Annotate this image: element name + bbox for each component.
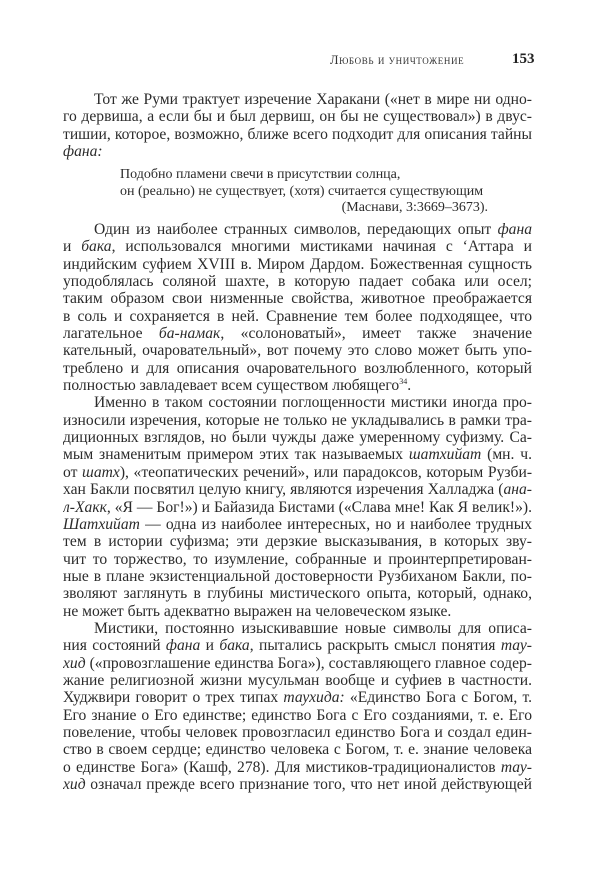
running-header xyxy=(0,51,600,71)
text-run: мым знаменитым примером этих так называемых xyxy=(63,446,409,464)
italic-term: хид xyxy=(63,776,86,793)
text-line xyxy=(63,724,532,741)
text-line xyxy=(63,637,532,654)
text-line xyxy=(63,568,532,585)
text-line xyxy=(63,759,532,776)
text-line xyxy=(63,377,532,394)
text-line xyxy=(63,689,532,706)
body-text xyxy=(63,221,532,793)
text-line xyxy=(63,412,532,429)
text-line xyxy=(63,707,532,724)
text-run: го дервиша, а если бы и был дервиш, он бы не существовал») в двус- xyxy=(63,108,532,126)
text-line xyxy=(63,360,532,377)
text-run: не может быть адекватно выражен на человеческом языке. xyxy=(63,602,452,620)
text-line xyxy=(63,533,532,550)
text-run: ), «теопатических речений», или парадоксов, которым Рузби- xyxy=(119,463,532,481)
text-line xyxy=(63,221,532,238)
text-run: , пытались раскрыть смысл понятия xyxy=(249,637,501,655)
text-line xyxy=(63,776,532,793)
text-run: полностью завладевает всем существом любящего xyxy=(63,377,400,395)
text-run: повеление, чтобы человек провозгласил единство Бога и создал един- xyxy=(63,723,532,741)
text-run: треблено и для описания очаровательного возлюбленного, который xyxy=(63,359,532,377)
italic-term: фана: xyxy=(63,143,103,161)
text-line xyxy=(63,238,532,255)
italic-term: хид xyxy=(63,654,86,672)
text-run: износили изречения, которые не только не укладывались в рамки тра- xyxy=(63,411,532,429)
text-run: («провозглашение единства Бога»), составляющего главное содер- xyxy=(85,654,532,672)
italic-term: шатхийат xyxy=(408,446,482,464)
italic-term: фана xyxy=(165,637,201,655)
text-run: в соль и сохраняется в ней. Сравнение тем более подходящее, что xyxy=(63,307,532,325)
italic-term: бака xyxy=(219,637,250,655)
italic-term: л-Хакк xyxy=(63,498,107,516)
text-line xyxy=(63,308,532,325)
text-run: кательный, очаровательный», вот почему это слово может быть упо- xyxy=(63,342,532,360)
italic-term: тау- xyxy=(500,637,532,655)
text-run: Его знание о Его единстве; единство Бога с Его созданиями, т. е. Его xyxy=(63,706,532,724)
text-line xyxy=(63,126,532,143)
text-line xyxy=(63,108,532,125)
text-line xyxy=(63,143,532,160)
text-line xyxy=(63,672,532,689)
text-run: диционных взглядов, но были чужды даже умеренному суфизму. Са- xyxy=(63,429,532,447)
text-line xyxy=(63,620,532,637)
text-run: Именно в таком состоянии поглощенности мистики иногда про- xyxy=(94,394,532,412)
text-line xyxy=(63,655,532,672)
text-run: зволяют заглянуть в глубины мистического опыта, который, однако, xyxy=(63,585,532,603)
text-run: Один из наиболее странных символов, передающих опыт xyxy=(94,221,498,238)
text-run: Тот же Руми трактует изречение Харакани («нет в мире ни одно- xyxy=(94,91,532,108)
text-run: таким образом свои низменные свойства, животное преображается xyxy=(63,290,532,308)
text-run: хан Бакли посвятил целую книгу, являются изречения Халладжа ( xyxy=(63,481,504,499)
verse-line: Подобно пламени свечи в присутствии солнца, xyxy=(120,167,401,182)
text-line xyxy=(63,429,532,446)
text-line xyxy=(63,516,532,533)
text-line xyxy=(63,499,532,516)
text-line xyxy=(63,603,532,620)
text-run: , «солоноватый», имеет также значение xyxy=(220,325,532,343)
italic-term: Шатхийат xyxy=(63,515,140,533)
verse-line: он (реально) не существует, (хотя) считается существующим xyxy=(120,183,484,199)
text-run: (мн. ч. xyxy=(481,446,532,464)
verse-source: (Маснави, 3:3669–3673). xyxy=(341,200,488,215)
text-run: тишии, которое, возможно, ближе всего подходит для описания тайны xyxy=(63,125,532,143)
text-run: индийским суфием XVIII в. Миром Дардом. Божественная сущность xyxy=(63,255,532,273)
text-run: — одна из наиболее интересных, но и наиболее трудных xyxy=(139,515,532,533)
text-run: ные в плане экзистенциальной достоверности Рузбиханом Бакли, по- xyxy=(63,567,532,585)
text-run: Мистики, постоянно изыскивавшие новые символы для описа- xyxy=(94,619,532,637)
page-number: 153 xyxy=(512,51,535,67)
text-run: ния состояний xyxy=(63,637,166,655)
text-run: чит то торжество, то изумление, собранные и проинтерпретирован- xyxy=(63,550,532,568)
italic-term: шатх xyxy=(82,463,120,481)
text-line xyxy=(63,446,532,463)
verse-quote xyxy=(120,167,488,217)
text-line xyxy=(63,741,532,758)
text-run: уподоблялась соляной шахте, в которую падает собака или осел; xyxy=(63,273,532,291)
text-line xyxy=(63,585,532,602)
text-run: тем в истории суфизма; эти дерзкие высказывания, в которых зву- xyxy=(63,533,532,551)
text-run: означал прежде всего признание того, что нет иной действующей xyxy=(85,776,532,793)
text-line xyxy=(63,342,532,359)
text-run: , «Я — Бог!») и Байазида Бистами («Слава мне! Как Я велик!»). xyxy=(106,498,532,516)
text-run: «Единство Бога с Богом, т. xyxy=(349,689,532,707)
text-line xyxy=(63,273,532,290)
italic-term: фана xyxy=(497,221,532,238)
text-run: жание религиозной жизни мусульман вообще и суфиев в частности. xyxy=(63,671,532,689)
text-run: лагательное xyxy=(63,325,159,343)
text-line xyxy=(63,481,532,498)
text-run: , использовался многими мистиками начиная с ‘Аттара и xyxy=(111,238,532,256)
text-line xyxy=(63,394,532,411)
text-run: от xyxy=(63,463,83,481)
text-run: о единстве Бога» (Кашф, 278). Для мистиков-традиционалистов xyxy=(63,758,501,776)
text-run: . xyxy=(407,377,412,395)
italic-term: таухида: xyxy=(283,689,345,707)
paragraph-intro xyxy=(63,91,532,160)
text-line xyxy=(63,464,532,481)
text-line xyxy=(63,91,532,108)
text-line xyxy=(63,256,532,273)
running-title: Любовь и уничтожение xyxy=(330,53,465,67)
text-run: ство в своем сердце; единство человека с Богом, т. е. знание человека xyxy=(63,741,532,759)
text-line xyxy=(63,551,532,568)
italic-term: ана- xyxy=(503,481,532,499)
italic-term: ба-намак xyxy=(158,325,221,343)
footnote-ref: 34 xyxy=(399,377,408,387)
text-run: и xyxy=(63,238,82,256)
text-run: Худжвири говорит о трех типах xyxy=(63,689,284,707)
text-line xyxy=(63,290,532,307)
text-line xyxy=(63,325,532,342)
italic-term: бака xyxy=(81,238,112,256)
italic-term: тау- xyxy=(500,758,532,776)
text-run: и xyxy=(200,637,220,655)
